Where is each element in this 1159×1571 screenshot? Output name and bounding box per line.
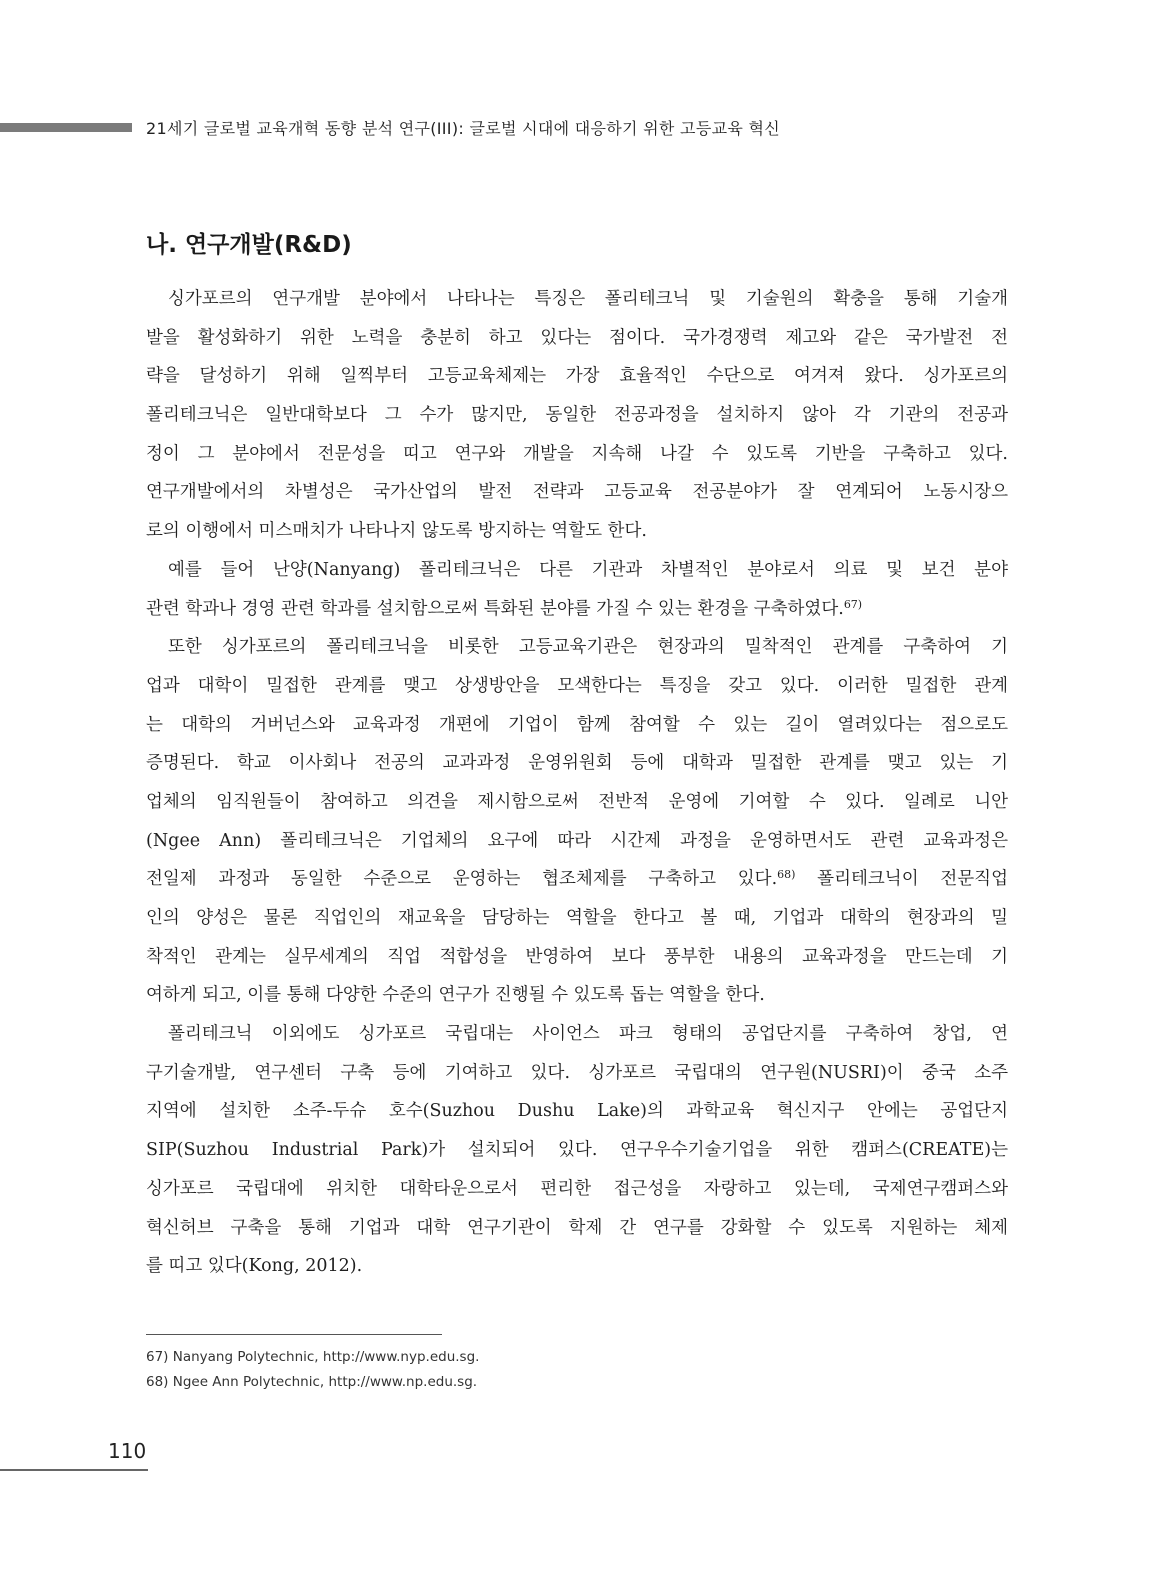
paragraph-line: 싱가포르의 연구개발 분야에서 나타나는 특징은 폴리테크닉 및 기술원의 확충을 통해 기술개 [168,289,1008,309]
running-header-title: 21세기 글로벌 교육개혁 동향 분석 연구(III): 글로벌 시대에 대응하기 위한 고등교육 혁신 [146,119,780,138]
paragraph-line [146,860,1008,899]
footnote-68: 68) Ngee Ann Polytechnic, http://www.np.edu.sg. [146,1374,478,1390]
paragraph-line: 또한 싱가포르의 폴리테크닉을 비롯한 고등교육기관은 현장과의 밀착적인 관계를 구축하여 기 [168,637,1008,658]
paragraph-line: 연구개발에서의 차별성은 국가산업의 발전 전략과 고등교육 전공분야가 잘 연계되어 노동시장으 [146,482,1008,503]
paragraph-line: 혁신허브 구축을 통해 기업과 대학 연구기관이 학제 간 연구를 강화할 수 있도록 지원하는 체제 [146,1217,1008,1238]
paragraph-line: 업체의 임직원들이 참여하고 의견을 제시함으로써 전반적 운영에 기여할 수 있다. 일례로 니안 [146,791,1008,812]
page-number-rule [0,1469,148,1471]
paragraph-line: 로의 이행에서 미스매치가 나타나지 않도록 방지하는 역할도 한다. [146,521,647,542]
paragraph-line: 는 대학의 거버넌스와 교육과정 개편에 기업이 함께 참여할 수 있는 길이 열려있다는 점으로도 [146,714,1008,735]
footnote-ref-67[interactable]: 67) [843,597,863,611]
paragraph-line: 증명된다. 학교 이사회나 전공의 교과과정 운영위원회 등에 대학과 밀접한 관계를 맺고 있는 기 [146,753,1008,774]
paragraph-line: 여하게 되고, 이를 통해 다양한 수준의 연구가 진행될 수 있도록 돕는 역할을 한다. [146,985,765,1006]
paragraph-line: 정이 그 분야에서 전문성을 띠고 연구와 개발을 지속해 나갈 수 있도록 기반을 구축하고 있다. [146,443,1008,464]
footnote-67: 67) Nanyang Polytechnic, http://www.nyp.edu.sg. [146,1349,480,1365]
paragraph-text: 전일제 과정과 동일한 수준으로 운영하는 협조체제를 구축하고 있다. [146,869,778,890]
running-header-bar [0,123,132,132]
paragraph-line: 폴리테크닉 이외에도 싱가포르 국립대는 사이언스 파크 형태의 공업단지를 구축하여 창업, 연 [168,1024,1008,1045]
paragraph-line: 지역에 설치한 소주-두슈 호수(Suzhou Dushu Lake)의 과학교육 혁신지구 안에는 공업단지 [146,1101,1008,1122]
paragraph-line: 착적인 관계는 실무세계의 직업 적합성을 반영하여 보다 풍부한 내용의 교육과정을 만드는데 기 [146,946,1008,967]
paragraph-line [146,590,1008,629]
paragraph-line: 발을 활성화하기 위한 노력을 충분히 하고 있다는 점이다. 국가경쟁력 제고와 같은 국가발전 전 [146,327,1008,348]
section-heading: 나. 연구개발(R&D) [146,232,352,258]
paragraph-line: (Ngee Ann) 폴리테크닉은 기업체의 요구에 따라 시간제 과정을 운영하면서도 관련 교육과정은 [146,830,1008,851]
paragraph-line: 를 띠고 있다(Kong, 2012). [146,1256,363,1277]
paragraph-line: SIP(Suzhou Industrial Park)가 설치되어 있다. 연구우수기술기업을 위한 캠퍼스(CREATE)는 [146,1140,1008,1161]
paragraph-line: 폴리테크닉은 일반대학보다 그 수가 많지만, 동일한 전공과정을 설치하지 않아 각 기관의 전공과 [146,405,1008,426]
paragraph-line: 구기술개발, 연구센터 구축 등에 기여하고 있다. 싱가포르 국립대의 연구원(NUSRI)이 중국 소주 [146,1062,1008,1083]
paragraph-line: 업과 대학이 밀접한 관계를 맺고 상생방안을 모색한다는 특징을 갖고 있다. 이러한 밀접한 관계 [146,675,1008,696]
page-number: 110 [108,1439,147,1463]
body-text [146,280,1008,1286]
footnote-divider [146,1334,442,1335]
paragraph-text: 관련 학과나 경영 관련 학과를 설치함으로써 특화된 분야를 가질 수 있는 환경을 구축하였다. [146,598,844,619]
footnote-ref-68[interactable]: 68) [777,868,796,882]
paragraph-line: 인의 양성은 물론 직업인의 재교육을 담당하는 역할을 한다고 볼 때, 기업과 대학의 현장과의 밀 [146,908,1008,928]
paragraph-line: 싱가포르 국립대에 위치한 대학타운으로서 편리한 접근성을 자랑하고 있는데, 국제연구캠퍼스와 [146,1178,1008,1199]
paragraph-line: 예를 들어 난양(Nanyang) 폴리테크닉은 다른 기관과 차별적인 분야로서 의료 및 보건 분야 [168,559,1008,580]
paragraph-line: 략을 달성하기 위해 일찍부터 고등교육체제는 가장 효율적인 수단으로 여겨져 왔다. 싱가포르의 [146,366,1008,387]
paragraph-text: 폴리테크닉이 전문직업 [795,869,1008,890]
